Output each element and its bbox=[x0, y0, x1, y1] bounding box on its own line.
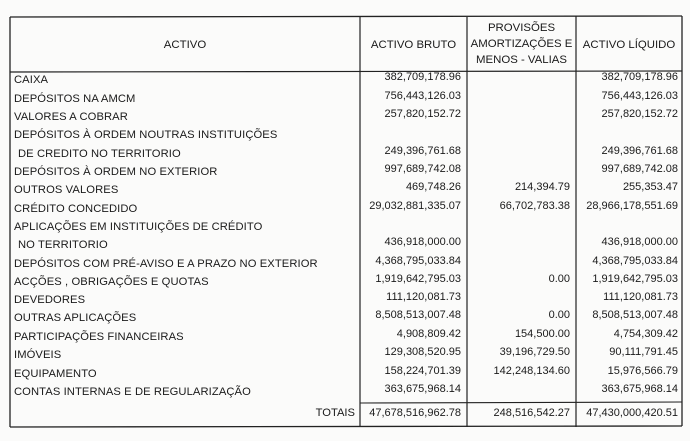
gross-value: 382,709,178.96 bbox=[384, 71, 461, 83]
row-label: DE CREDITO NO TERRITORIO bbox=[18, 148, 181, 160]
gross-value: 111,120,081.73 bbox=[386, 291, 461, 303]
totals-net: 47,430,000,420.51 bbox=[586, 407, 678, 419]
net-value: 257,820,152.72 bbox=[601, 108, 678, 120]
frame-bottom bbox=[10, 426, 682, 427]
net-value: 997,689,742.08 bbox=[601, 163, 678, 175]
net-value: 382,709,178.96 bbox=[601, 71, 678, 83]
gross-value: 997,689,742.08 bbox=[384, 163, 461, 175]
row-label: IMÓVEIS bbox=[14, 349, 62, 361]
header-activo-bruto: ACTIVO BRUTO bbox=[370, 39, 457, 51]
net-value: 363,675,968.14 bbox=[601, 383, 678, 395]
gross-value: 363,675,968.14 bbox=[384, 383, 461, 395]
gross-value: 8,508,513,007.48 bbox=[375, 309, 461, 321]
net-value: 4,368,795,033.84 bbox=[592, 255, 678, 267]
header-provisoes-line-2: AMORTIZAÇÕES E bbox=[470, 38, 573, 50]
provision-value: 0.00 bbox=[548, 273, 570, 285]
row-label: DEPÓSITOS À ORDEM NO EXTERIOR bbox=[14, 166, 218, 178]
net-value: 90,111,791.45 bbox=[609, 346, 678, 358]
net-value: 756,443,126.03 bbox=[601, 90, 678, 102]
net-value: 1,919,642,795.03 bbox=[592, 273, 678, 285]
net-value: 436,918,000.00 bbox=[601, 236, 678, 248]
row-label: EQUIPAMENTO bbox=[14, 368, 97, 380]
row-label: CRÉDITO CONCEDIDO bbox=[14, 203, 138, 215]
row-label: CONTAS INTERNAS E DE REGULARIZAÇÃO bbox=[14, 386, 251, 398]
gross-value: 4,908,809.42 bbox=[396, 328, 461, 340]
gross-value: 29,032,881,335.07 bbox=[369, 200, 461, 212]
row-label: DEPÓSITOS COM PRÉ-AVISO E A PRAZO NO EXTERIOR bbox=[14, 258, 318, 270]
header-provisoes bbox=[467, 20, 576, 68]
provision-value: 154,500.00 bbox=[514, 328, 570, 340]
row-label: DEPÓSITOS À ORDEM NOUTRAS INSTITUIÇÕES bbox=[14, 129, 278, 141]
frame-top bbox=[10, 16, 682, 17]
gross-value: 249,396,761.68 bbox=[384, 145, 461, 157]
gross-value: 469,748.26 bbox=[405, 181, 461, 193]
gross-value: 756,443,126.03 bbox=[384, 90, 461, 102]
gross-value: 158,224,701.39 bbox=[384, 365, 461, 377]
gross-value: 257,820,152.72 bbox=[384, 108, 461, 120]
provision-value: 142,248,134.60 bbox=[493, 365, 570, 377]
net-value: 15,976,566.79 bbox=[607, 365, 678, 377]
provision-value: 214,394.79 bbox=[514, 181, 570, 193]
row-label: PARTICIPAÇÕES FINANCEIRAS bbox=[14, 331, 184, 343]
totals-separator bbox=[360, 402, 682, 403]
row-label: DEPÓSITOS NA AMCM bbox=[14, 93, 136, 105]
provision-value: 39,196,729.50 bbox=[499, 346, 570, 358]
gross-value: 436,918,000.00 bbox=[384, 236, 461, 248]
net-value: 111,120,081.73 bbox=[603, 291, 678, 303]
row-label: CAIXA bbox=[14, 74, 49, 86]
provision-value: 66,702,783.38 bbox=[499, 200, 570, 212]
gross-value: 1,919,642,795.03 bbox=[375, 273, 461, 285]
header-activo-liquido: ACTIVO LÍQUIDO bbox=[582, 39, 676, 51]
totals-provision: 248,516,542.27 bbox=[493, 407, 570, 419]
net-value: 255,353.47 bbox=[622, 181, 678, 193]
row-label: OUTRAS APLICAÇÕES bbox=[14, 312, 137, 324]
gross-value: 4,368,795,033.84 bbox=[375, 255, 461, 267]
net-value: 8,508,513,007.48 bbox=[592, 309, 678, 321]
header-activo: ACTIVO bbox=[163, 39, 207, 51]
net-value: 28,966,178,551.69 bbox=[586, 200, 678, 212]
row-label: VALORES A COBRAR bbox=[14, 111, 128, 123]
header-provisoes-line-1: PROVISÕES bbox=[487, 22, 556, 34]
row-label: OUTROS VALORES bbox=[14, 184, 119, 196]
row-label: NO TERRITORIO bbox=[18, 239, 108, 251]
provision-value: 0.00 bbox=[548, 309, 570, 321]
gross-value: 129,308,520.95 bbox=[384, 346, 461, 358]
row-label: DEVEDORES bbox=[14, 294, 86, 306]
totals-label: TOTAIS bbox=[315, 407, 355, 419]
net-value: 4,754,309.42 bbox=[613, 328, 678, 340]
header-provisoes-line-3: MENOS - VALIAS bbox=[476, 54, 567, 66]
totals-gross: 47,678,516,962.78 bbox=[369, 407, 461, 419]
row-label: APLICAÇÕES EM INSTITUIÇÕES DE CRÉDITO bbox=[14, 221, 263, 233]
net-value: 249,396,761.68 bbox=[601, 145, 678, 157]
row-label: ACÇÕES , OBRIGAÇÕES E QUOTAS bbox=[14, 276, 209, 288]
